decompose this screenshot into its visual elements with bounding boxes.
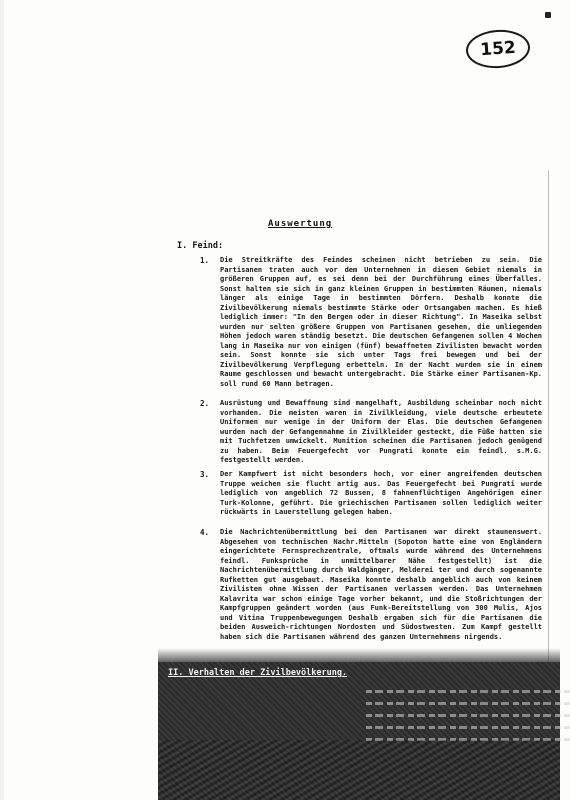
illegible-line (366, 690, 570, 693)
illegible-line (366, 702, 570, 705)
paragraph-number: 3. (200, 470, 210, 479)
paragraph-number: 4. (200, 528, 210, 537)
page-edge (0, 0, 4, 800)
paragraph-text: Die Streitkräfte des Feindes scheinen nicht betrieben zu sein. Die Partisanen traten auch vor dem Unternehmen in diesem Gebiet niemals in größeren Gruppen auf, es sei denn bei der Durchführung eines Überfalles. Sonst halten sie sich in ganz kleinen Gruppen in bestimmten Räumen, niemals länger als einige Tage in bestimmten Dörfern. Deshalb konnte die Zivilbevölkerung niemals bestimmte Stärke oder Ortsangaben machen. Es hieß lediglich immer: "In den Bergen oder in dieser Richtung". In Maseika selbst wurden nur selten größere Gruppen von Partisanen gesehen, die umliegenden Höhen jedoch waren ständig besetzt. Die deutschen Gefangenen sollen 4 Wochen lang in Maseika nur von einigen (fünf) bewaffneten Zivilisten bewacht worden sein. Sonst konnte sie sich unter Tags frei bewegen und bei der Zivilbevölkerung Verpflegung erbetteln. In der Nacht wurden sie in einem Raume geschlossen und bewacht untergebracht. Die Stärke einer Partisanen-Kp. soll rund 60 Mann betragen. (220, 256, 547, 388)
illegible-line (366, 726, 570, 729)
paragraph-text: Ausrüstung und Bewaffnung sind mangelhaft, Ausbildung scheinbar noch nicht vorhanden. Die meisten waren in Zivilkleidung, viele deutsche erbeutete Uniformen nur wenige in der Uniform der Elas. Die deutschen Gefangenen wurden nach der Gefangennahme in Zivilkleider gesteckt, die Füße hatten sie mit Tuchfetzen umwickelt. Munition scheinen die Partisanen jedoch genügend zu haben. Beim Feuergefecht vor Pungrati konnte ein feindl. s.M.G. festgestellt werden. (220, 399, 547, 464)
punch-mark (545, 12, 551, 18)
illegible-line (366, 714, 570, 717)
scan-damage-area (158, 662, 560, 800)
illegible-line (366, 738, 570, 741)
section-heading-civilians: II. Verhalten der Zivilbevölkerung. (168, 668, 348, 678)
paragraph-number: 2. (200, 399, 210, 408)
page-number-stamp: 152 (465, 28, 531, 70)
paragraph-text: Der Kampfwert ist nicht besonders hoch, vor einer angreifenden deutschen Truppe weichen sie flucht artig aus. Das Feuergefecht bei Pungrati wurde lediglich von angeblich 72 Bussen, 8 fahnenflüchtigen Angehörigen einer Turk-Kolonne, geführt. Die griechischen Partisanen sollen lediglich weiter rückwärts in Lauerstellung gelegen haben. (220, 470, 547, 516)
document-title: Auswertung (268, 219, 333, 229)
paragraph-number: 1. (200, 256, 210, 265)
section-heading-enemy: I. Feind: (177, 241, 224, 251)
paragraph-text: Die Nachrichtenübermittlung bei den Partisanen war direkt staunenswert. Abgesehen von technischen Nachr.Mitteln (Sopoton hatte eine von Engländern eingerichtete Fernsprechzentrale, oftmals wurde während des Unternehmens feindl. Funksprüche in unmittelbarer Nähe festgestellt) ist die Nachrichtenübermittlung durch Waldgänger, Melderei ter und durch sogenannte Rufketten gut ausgebaut. Maseika konnte deshalb angeblich auch von keinem Zivilisten ohne Wissen der Partisanen verlassen werden. Das Unternehmen Kalavrita war schon einige Tage vorher bekannt, und die Stoßrichtungen der Kampfgruppen geändert worden (aus Funk-Bereitstellung von 300 Mulis, Ajos und Vitina Truppenbewegungen Deshalb ergaben sich für die Partisanen die beiden Ausweich-richtungen Nordosten und Südostwesten. Zum Kampf gestellt haben sich die Partisanen während des ganzen Unternehmens nirgends. (220, 528, 547, 641)
